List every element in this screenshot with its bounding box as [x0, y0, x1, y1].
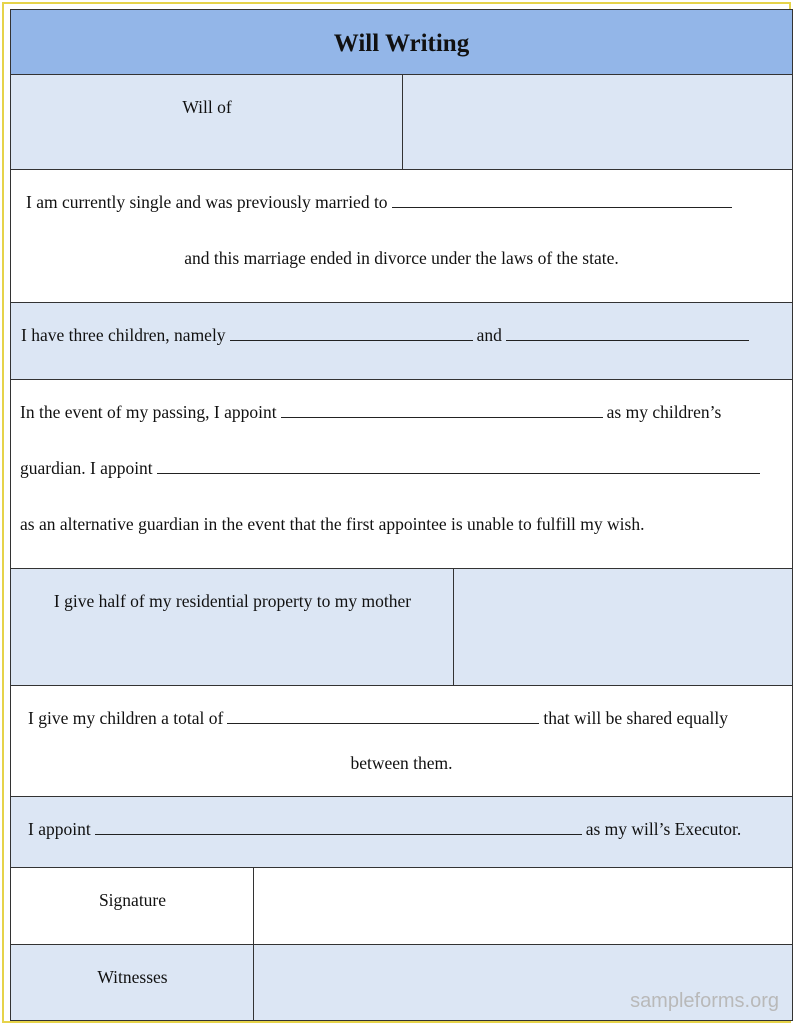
guardian-row — [11, 380, 792, 569]
former-spouse-blank[interactable] — [392, 193, 732, 208]
site-watermark: sampleforms.org — [630, 990, 779, 1012]
child-2-blank[interactable] — [506, 326, 749, 341]
guardian-line-3: as an alternative guardian in the event that the first appointee is unable to fulfill my wish. — [20, 514, 645, 534]
children-prefix: I have three children, namely — [21, 325, 226, 345]
children-line — [21, 325, 753, 346]
child-1-blank[interactable] — [230, 326, 473, 341]
children-gift-line-2: between them. — [350, 753, 453, 773]
marriage-line-1-text: I am currently single and was previously married to — [26, 192, 388, 212]
guardian-line-2-prefix: guardian. I appoint — [20, 458, 153, 478]
signature-field[interactable] — [254, 868, 792, 944]
will-of-label-cell — [11, 75, 403, 169]
marriage-line-1 — [26, 192, 736, 213]
guardian-line-1-prefix: In the event of my passing, I appoint — [20, 402, 277, 422]
property-row — [11, 569, 792, 686]
executor-blank[interactable] — [95, 820, 582, 835]
guardian-blank[interactable] — [281, 403, 603, 418]
form-title: Will Writing — [333, 30, 470, 57]
executor-prefix: I appoint — [28, 819, 91, 839]
executor-suffix: as my will’s Executor. — [585, 819, 742, 839]
marriage-line-2: and this marriage ended in divorce under the laws of the state. — [184, 248, 619, 268]
alternative-guardian-blank[interactable] — [157, 459, 760, 474]
page-frame — [2, 2, 791, 1023]
signature-row — [11, 868, 792, 945]
will-writing-form — [10, 9, 793, 1021]
children-gift-row — [11, 686, 792, 797]
guardian-line-1-suffix: as my children’s — [606, 402, 722, 422]
signature-label: Signature — [98, 890, 167, 910]
executor-line — [28, 819, 741, 840]
children-gift-suffix: that will be shared equally — [543, 708, 729, 728]
children-gift-line-1 — [28, 708, 728, 729]
witnesses-label: Witnesses — [97, 967, 168, 987]
children-gift-prefix: I give my children a total of — [28, 708, 224, 728]
children-conjunction: and — [476, 325, 502, 345]
will-of-label: Will of — [182, 97, 232, 117]
property-text-cell — [11, 569, 454, 685]
witnesses-label-cell — [11, 945, 254, 1020]
property-text: I give half of my residential property to my mother — [53, 591, 412, 611]
marriage-row — [11, 170, 792, 303]
children-gift-amount-blank[interactable] — [227, 709, 539, 724]
will-of-row — [11, 75, 792, 170]
guardian-line-2 — [20, 458, 764, 479]
form-header — [11, 10, 792, 75]
guardian-line-1 — [20, 402, 721, 423]
property-value-field[interactable] — [454, 569, 792, 685]
will-of-name-field[interactable] — [403, 75, 792, 169]
executor-row — [11, 797, 792, 868]
children-row — [11, 303, 792, 380]
signature-label-cell — [11, 868, 254, 944]
